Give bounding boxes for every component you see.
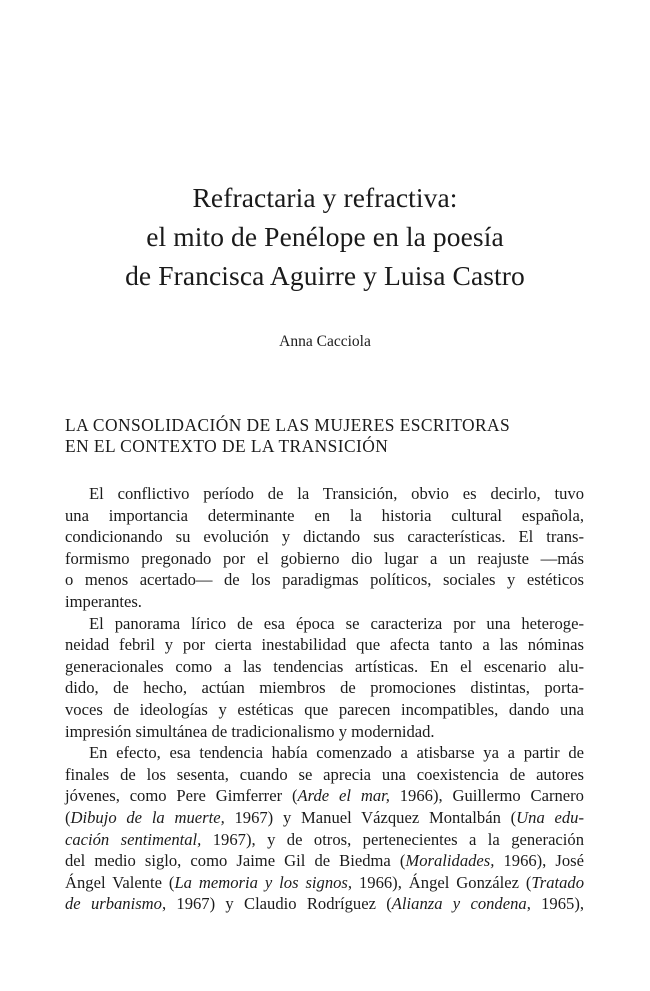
article-title (0, 178, 650, 295)
body-line: finales de los sesenta, cuando se aprecia una coexistencia de autores (65, 764, 584, 784)
body-text-run: , 1966), Ángel González ( (347, 872, 532, 892)
body-line: El panorama lírico de esa época se caracteriza por una heteroge- (89, 613, 584, 633)
book-title-italic: La memoria y los signos (174, 872, 348, 892)
body-text-run: 1967) y Manuel Vázquez Montalbán ( (224, 807, 517, 827)
body-line: una importancia determinante en la historia cultural española, (65, 505, 584, 525)
body-text-run: , 1965), (526, 894, 584, 914)
book-title-italic: Moralidades, (405, 851, 495, 871)
book-title-italic: cación sentimental, (65, 829, 202, 849)
body-text-run: 1966), José (494, 851, 584, 871)
body-line: condicionando su evolución y dictando sus características. El trans- (65, 527, 584, 547)
body-text-run: jóvenes, como Pere Gimferrer ( (65, 786, 298, 806)
book-title-italic: de urbanismo (65, 894, 162, 914)
book-title-italic: Dibujo de la muerte, (70, 807, 225, 827)
section-heading-line-2: EN EL CONTEXTO DE LA TRANSICIÓN (65, 436, 389, 456)
body-line: formismo pregonado por el gobierno dio lugar a un reajuste —más (65, 548, 584, 568)
body-line (65, 850, 584, 872)
body-line: dido, de hecho, actúan miembros de promociones distintas, porta- (65, 678, 584, 698)
body-line (65, 807, 584, 829)
book-title-italic: Una edu- (516, 807, 584, 827)
author-name: Anna Cacciola (279, 333, 371, 350)
title-line-2: el mito de Penélope en la poesía (146, 221, 504, 252)
body-line: El conflictivo período de la Transición, obvio es decirlo, tuvo (89, 484, 584, 503)
section-heading-line-1: LA CONSOLIDACIÓN DE LAS MUJERES ESCRITORAS (65, 415, 511, 435)
title-line-1: Refractaria y refractiva: (192, 182, 458, 213)
body-text-run: del medio siglo, como Jaime Gil de Biedma ( (65, 851, 406, 871)
section-heading (65, 415, 585, 457)
body-text-run: ( (65, 807, 71, 827)
body-line: En efecto, esa tendencia había comenzado a atisbarse ya a partir de (89, 743, 584, 763)
body-text-run: Ángel Valente ( (65, 872, 175, 892)
body-text-run: , 1967) y Claudio Rodríguez ( (161, 894, 392, 914)
body-line: impresión simultánea de tradicionalismo y modernidad. (65, 721, 435, 741)
body-line: imperantes. (65, 591, 142, 611)
title-line-3: de Francisca Aguirre y Luisa Castro (125, 260, 525, 291)
book-title-italic: Tratado (531, 872, 584, 892)
body-line (65, 872, 584, 894)
body-line (65, 829, 584, 851)
body-text (65, 483, 584, 915)
book-title-italic: Arde el mar, (297, 786, 390, 806)
body-line (65, 785, 584, 807)
body-line: voces de ideologías y estéticas que parecen incompatibles, dando una (65, 699, 584, 719)
book-title-italic: Alianza y condena (391, 894, 527, 914)
body-text-run: 1966), Guillermo Carnero (389, 786, 584, 806)
body-line: generacionales como a las tendencias artísticas. En el escenario alu- (65, 656, 584, 676)
body-line (65, 893, 584, 915)
body-line: o menos acertado— de los paradigmas políticos, sociales y estéticos (65, 570, 584, 590)
body-line: neidad febril y por cierta inestabilidad que afecta tanto a las nóminas (65, 635, 584, 655)
body-text-run: 1967), y de otros, pertenecientes a la generación (201, 829, 584, 849)
